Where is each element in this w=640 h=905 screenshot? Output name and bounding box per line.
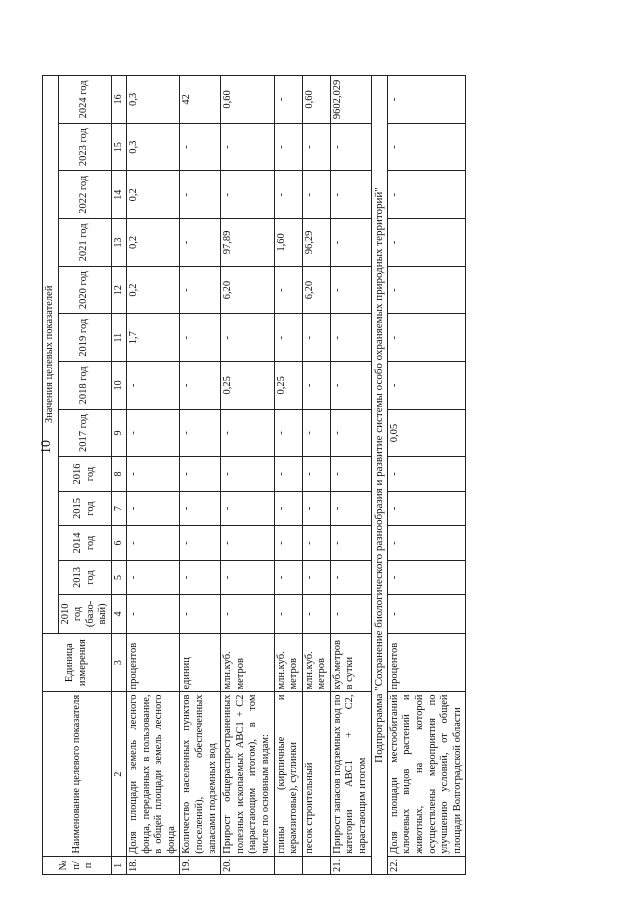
indicator-value: - xyxy=(330,266,371,314)
indicator-value: 42 xyxy=(180,76,221,124)
indicator-value: - xyxy=(180,266,221,314)
indicator-name: песок строительный xyxy=(302,692,330,856)
table-row xyxy=(274,76,302,875)
indicator-value: - xyxy=(126,409,179,457)
indicator-value: - xyxy=(180,595,221,634)
indicator-value: 6,20 xyxy=(302,266,330,314)
indicator-value: 6,20 xyxy=(221,266,274,314)
indicator-value: - xyxy=(330,526,371,560)
row-number: 20. xyxy=(221,856,274,874)
indicator-unit: млн.куб. метров xyxy=(302,633,330,692)
table-row xyxy=(126,76,179,875)
column-number: 10 xyxy=(111,362,126,410)
column-number: 13 xyxy=(111,219,126,267)
header-year: 2024 год xyxy=(58,76,111,124)
header-year: 2010 год (базо-вый) xyxy=(58,595,111,634)
column-number: 4 xyxy=(111,595,126,634)
column-number: 3 xyxy=(111,633,126,692)
column-number: 9 xyxy=(111,409,126,457)
indicator-value: - xyxy=(302,526,330,560)
indicator-value: - xyxy=(330,491,371,525)
indicator-value: - xyxy=(330,123,371,171)
rotated-table-sheet xyxy=(42,30,597,875)
indicator-value: 0,05 xyxy=(387,409,466,457)
indicator-value: - xyxy=(302,123,330,171)
indicator-value: - xyxy=(330,560,371,594)
header-year: 2017 год xyxy=(58,409,111,457)
header-year: 2019 год xyxy=(58,314,111,362)
indicator-value: - xyxy=(274,123,302,171)
indicator-value: - xyxy=(180,171,221,219)
indicator-value: - xyxy=(387,362,466,410)
indicator-value: - xyxy=(221,171,274,219)
indicator-name: глины (кирпичные и керамзитовые), суглинки xyxy=(274,692,302,856)
indicator-unit: процентов xyxy=(126,633,179,692)
header-year: 2021 год xyxy=(58,219,111,267)
indicator-value: - xyxy=(180,526,221,560)
column-number: 8 xyxy=(111,457,126,491)
indicator-value: - xyxy=(330,595,371,634)
indicator-value: - xyxy=(330,409,371,457)
header-name: Наименование целевого показателя xyxy=(43,692,112,856)
indicator-value: - xyxy=(126,457,179,491)
indicator-value: - xyxy=(180,219,221,267)
indicator-value: - xyxy=(274,457,302,491)
indicator-unit: куб.метров в сутки xyxy=(330,633,371,692)
indicator-value: 0,2 xyxy=(126,219,179,267)
indicator-name: Прирост запасов подземных вод по категории АВС1 + С2, нарастающим итогом xyxy=(330,692,371,856)
table-row xyxy=(180,76,221,875)
indicator-value: - xyxy=(330,457,371,491)
indicator-value: - xyxy=(387,76,466,124)
indicator-value: - xyxy=(330,314,371,362)
column-number: 6 xyxy=(111,526,126,560)
indicator-value: - xyxy=(302,171,330,219)
indicator-value: - xyxy=(274,560,302,594)
indicator-value: - xyxy=(330,171,371,219)
indicator-value: - xyxy=(221,123,274,171)
header-unit: Единица измерения xyxy=(43,633,112,692)
indicator-value: - xyxy=(221,314,274,362)
row-number: 19. xyxy=(180,856,221,874)
column-number: 1 xyxy=(111,856,126,874)
column-number: 15 xyxy=(111,123,126,171)
indicator-value: - xyxy=(387,266,466,314)
indicator-value: - xyxy=(126,595,179,634)
indicator-value: - xyxy=(387,123,466,171)
row-number: 21. xyxy=(330,856,371,874)
indicator-value: - xyxy=(302,491,330,525)
indicator-value: 0,2 xyxy=(126,266,179,314)
indicator-unit: процентов xyxy=(387,633,466,692)
table-row xyxy=(302,76,330,875)
table-row xyxy=(330,76,371,875)
table-row xyxy=(221,76,274,875)
row-number xyxy=(302,856,330,874)
indicator-value: - xyxy=(387,560,466,594)
indicator-value: - xyxy=(387,491,466,525)
indicators-table xyxy=(42,75,466,875)
indicator-value: - xyxy=(126,491,179,525)
indicator-value: - xyxy=(180,409,221,457)
column-number: 7 xyxy=(111,491,126,525)
indicator-value: - xyxy=(302,314,330,362)
header-year: 2015 год xyxy=(58,491,111,525)
table-row xyxy=(387,76,466,875)
header-values-group: Значения целевых показателей xyxy=(43,76,59,634)
indicator-value: 1,60 xyxy=(274,219,302,267)
indicator-value: - xyxy=(274,595,302,634)
indicator-value: 96,29 xyxy=(302,219,330,267)
indicator-value: - xyxy=(274,491,302,525)
indicator-value: - xyxy=(302,409,330,457)
row-number: 18. xyxy=(126,856,179,874)
indicator-value: - xyxy=(387,314,466,362)
indicator-value: - xyxy=(221,595,274,634)
indicator-value: 0,2 xyxy=(126,171,179,219)
indicator-value: - xyxy=(180,457,221,491)
indicator-value: - xyxy=(387,457,466,491)
header-year: 2022 год xyxy=(58,171,111,219)
indicator-value: - xyxy=(221,409,274,457)
indicator-value: - xyxy=(274,409,302,457)
header-year: 2016 год xyxy=(58,457,111,491)
indicator-value: - xyxy=(302,457,330,491)
indicator-value: - xyxy=(221,457,274,491)
column-number: 5 xyxy=(111,560,126,594)
column-number: 14 xyxy=(111,171,126,219)
indicator-unit: единиц xyxy=(180,633,221,692)
indicator-value: - xyxy=(180,491,221,525)
page-number: 10 xyxy=(39,440,54,454)
indicator-value: - xyxy=(126,362,179,410)
row-number: 22. xyxy=(387,856,466,874)
column-number: 12 xyxy=(111,266,126,314)
indicator-value: - xyxy=(274,171,302,219)
subprogram-row xyxy=(371,76,387,875)
indicator-value: - xyxy=(221,491,274,525)
indicator-value: 97,89 xyxy=(221,219,274,267)
subprogram-title: Подпрограмма "Сохранение биологического разнообразия и развитие системы особо охраняемых природных территорий" xyxy=(371,76,387,875)
indicator-value: - xyxy=(330,362,371,410)
row-number xyxy=(274,856,302,874)
column-number: 2 xyxy=(111,692,126,856)
header-year: 2013 год xyxy=(58,560,111,594)
indicator-value: - xyxy=(180,123,221,171)
indicator-value: 0,3 xyxy=(126,123,179,171)
header-year: 2014 год xyxy=(58,526,111,560)
indicator-value: 0,25 xyxy=(274,362,302,410)
indicator-value: - xyxy=(180,314,221,362)
indicator-name: Доля площади местообитаний ключевых видов растений и животных, на которой осуществлены мероприятия по улучшению условий, от общей площади Волгоградской области xyxy=(387,692,466,856)
indicator-value: - xyxy=(126,526,179,560)
indicator-value: - xyxy=(387,595,466,634)
indicator-value: 0,60 xyxy=(221,76,274,124)
indicator-value: - xyxy=(302,560,330,594)
header-year: 2020 год xyxy=(58,266,111,314)
header-num: № п/п xyxy=(43,856,112,874)
indicator-value: - xyxy=(274,526,302,560)
column-number: 16 xyxy=(111,76,126,124)
indicator-unit: млн.куб. метров xyxy=(221,633,274,692)
indicator-value: - xyxy=(221,526,274,560)
indicator-value: - xyxy=(387,526,466,560)
indicator-value: - xyxy=(274,314,302,362)
header-year: 2023 год xyxy=(58,123,111,171)
indicator-value: - xyxy=(302,595,330,634)
indicator-value: - xyxy=(180,362,221,410)
indicator-value: - xyxy=(302,362,330,410)
indicator-value: - xyxy=(330,219,371,267)
indicator-value: - xyxy=(274,266,302,314)
indicator-value: - xyxy=(221,560,274,594)
indicator-value: - xyxy=(180,560,221,594)
indicator-name: Доля площади земель лесного фонда, переданных в пользование, в общей площади земель лесного фонда xyxy=(126,692,179,856)
indicator-value: 1,7 xyxy=(126,314,179,362)
indicator-value: 0,3 xyxy=(126,76,179,124)
indicator-value: - xyxy=(274,76,302,124)
indicator-name: Прирост общераспространенных полезных ископаемых АВС1 + С2 (нарастающим итогом), в том числе по основным видам: xyxy=(221,692,274,856)
indicator-name: Количество населенных пунктов (поселений), обеспеченных запасами подземных вод xyxy=(180,692,221,856)
indicator-value: 0,60 xyxy=(302,76,330,124)
column-number: 11 xyxy=(111,314,126,362)
indicator-value: 9602,029 xyxy=(330,76,371,124)
indicator-value: - xyxy=(387,171,466,219)
indicator-unit: млн.куб. метров xyxy=(274,633,302,692)
indicator-value: - xyxy=(126,560,179,594)
header-year: 2018 год xyxy=(58,362,111,410)
indicator-value: - xyxy=(387,219,466,267)
indicator-value: 0,25 xyxy=(221,362,274,410)
